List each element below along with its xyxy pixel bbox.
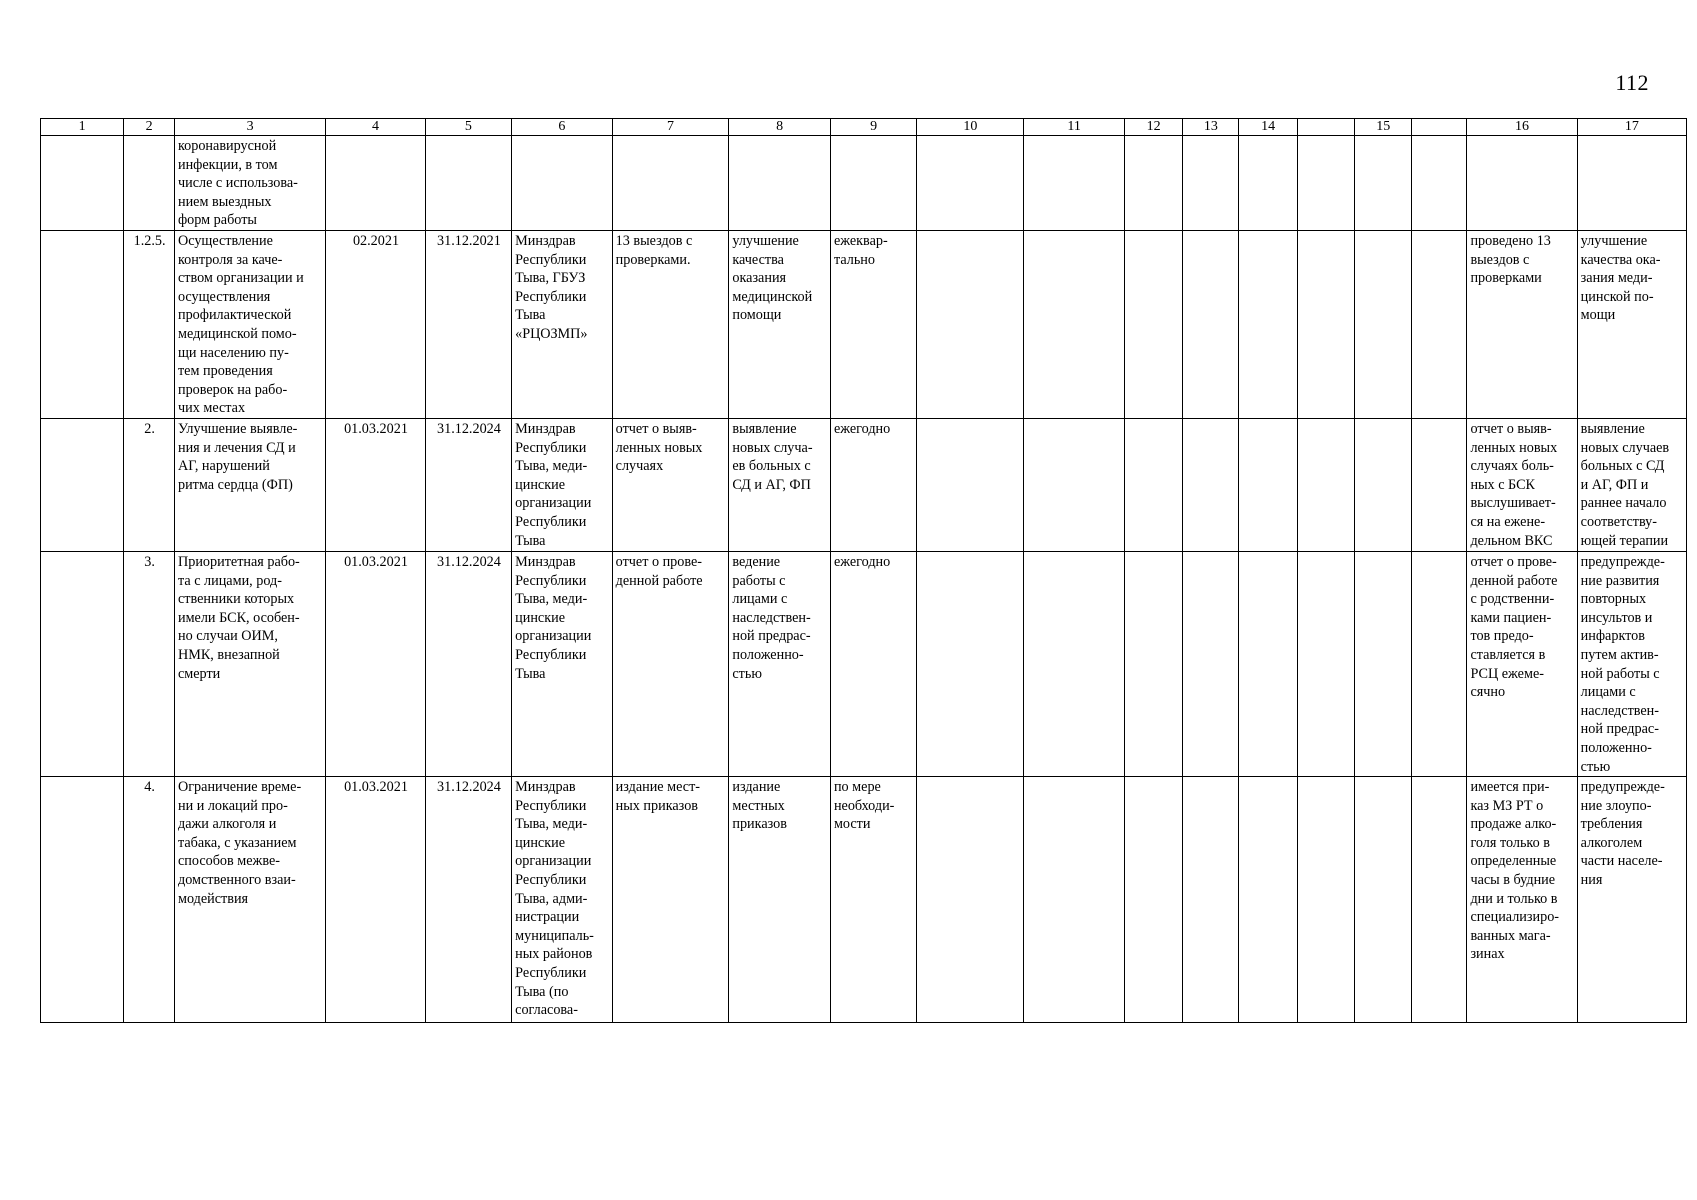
cell-number: 1.2.5. <box>124 230 175 418</box>
cell-indicator: 13 выездов с проверками. <box>612 230 729 418</box>
cell-empty <box>41 551 124 776</box>
col-header: 2 <box>124 119 175 136</box>
cell-end-date: 31.12.2021 <box>425 230 511 418</box>
cell-activity: Улучшение выявле- ния и лечения СД и АГ, нарушений ритма сердца (ФП) <box>174 418 325 551</box>
cell-effect: улучшение качества ока- зания меди- цинской по- мощи <box>1577 230 1686 418</box>
col-header: 16 <box>1467 119 1577 136</box>
cell-empty <box>1124 551 1182 776</box>
col-header: 6 <box>512 119 613 136</box>
cell-empty <box>41 230 124 418</box>
cell-frequency: по мере необходи- мости <box>830 777 916 1023</box>
cell-end-date <box>425 136 511 231</box>
cell-end-date: 31.12.2024 <box>425 551 511 776</box>
cell-empty <box>1024 230 1125 418</box>
cell-empty <box>1239 777 1297 1023</box>
cell-status: имеется при- каз МЗ РТ о продаже алко- голя только в определенные часы в будние дни и только в специализиро- ванных мага- зинах <box>1467 777 1577 1023</box>
cell-empty <box>1412 418 1467 551</box>
cell-empty <box>1297 136 1354 231</box>
cell-empty <box>1239 551 1297 776</box>
col-header: 11 <box>1024 119 1125 136</box>
col-header: 12 <box>1124 119 1182 136</box>
cell-indicator: отчет о выяв- ленных новых случаях <box>612 418 729 551</box>
cell-result <box>729 136 831 231</box>
cell-empty <box>917 230 1024 418</box>
cell-indicator: отчет о прове- денной работе <box>612 551 729 776</box>
cell-empty <box>41 777 124 1023</box>
cell-end-date: 31.12.2024 <box>425 418 511 551</box>
cell-activity: Приоритетная рабо- та с лицами, род- ственники которых имели БСК, особен- но случаи ОИМ, НМК, внезапной смерти <box>174 551 325 776</box>
table-row <box>41 551 1687 776</box>
cell-empty <box>1183 551 1239 776</box>
table-row <box>41 418 1687 551</box>
cell-start-date: 02.2021 <box>326 230 425 418</box>
cell-empty <box>1183 777 1239 1023</box>
cell-empty <box>1355 777 1412 1023</box>
cell-activity: Осуществление контроля за каче- ством организации и осуществления профилактической медицинской помо- щи населению пу- тем проведения проверок на рабо- чих местах <box>174 230 325 418</box>
cell-status: отчет о выяв- ленных новых случаях боль- ных с БСК выслушивает- ся на ежене- дельном ВКС <box>1467 418 1577 551</box>
table-row <box>41 777 1687 1023</box>
cell-number: 4. <box>124 777 175 1023</box>
cell-empty <box>1024 551 1125 776</box>
col-header: 13 <box>1183 119 1239 136</box>
cell-empty <box>1355 136 1412 231</box>
cell-empty <box>1355 418 1412 551</box>
table-row <box>41 230 1687 418</box>
cell-executor: Минздрав Республики Тыва, меди- цинские организации Республики Тыва <box>512 418 613 551</box>
cell-effect: предупрежде- ние развития повторных инсультов и инфарктов путем актив- ной работы с лицами с наследствен- ной предрас- положенно- стью <box>1577 551 1686 776</box>
col-header <box>1412 119 1467 136</box>
col-header: 5 <box>425 119 511 136</box>
cell-empty <box>1297 551 1354 776</box>
plan-table <box>40 118 1687 1023</box>
cell-empty <box>1124 777 1182 1023</box>
cell-end-date: 31.12.2024 <box>425 777 511 1023</box>
cell-empty <box>41 136 124 231</box>
cell-activity: Ограничение време- ни и локаций про- дажи алкоголя и табака, с указанием способов межве- домственного взаи- модействия <box>174 777 325 1023</box>
cell-empty <box>917 136 1024 231</box>
col-header: 14 <box>1239 119 1297 136</box>
cell-empty <box>917 777 1024 1023</box>
cell-frequency: ежеквар- тально <box>830 230 916 418</box>
cell-number <box>124 136 175 231</box>
cell-effect: предупрежде- ние злоупо- требления алкоголем части населе- ния <box>1577 777 1686 1023</box>
cell-empty <box>1297 777 1354 1023</box>
col-header: 15 <box>1355 119 1412 136</box>
cell-empty <box>1239 418 1297 551</box>
cell-status: отчет о прове- денной работе с родственни- ками пациен- тов предо- ставляется в РСЦ ежеме- сячно <box>1467 551 1577 776</box>
cell-frequency: ежегодно <box>830 418 916 551</box>
cell-frequency: ежегодно <box>830 551 916 776</box>
cell-empty <box>917 551 1024 776</box>
col-header: 4 <box>326 119 425 136</box>
cell-frequency <box>830 136 916 231</box>
cell-executor <box>512 136 613 231</box>
cell-empty <box>1297 230 1354 418</box>
cell-empty <box>1183 136 1239 231</box>
cell-result: улучшение качества оказания медицинской помощи <box>729 230 831 418</box>
cell-empty <box>917 418 1024 551</box>
cell-empty <box>41 418 124 551</box>
column-number-row <box>41 119 1687 136</box>
cell-empty <box>1124 418 1182 551</box>
cell-start-date: 01.03.2021 <box>326 777 425 1023</box>
cell-empty <box>1124 136 1182 231</box>
cell-empty <box>1183 230 1239 418</box>
cell-empty <box>1355 230 1412 418</box>
cell-empty <box>1412 230 1467 418</box>
cell-empty <box>1024 136 1125 231</box>
cell-start-date: 01.03.2021 <box>326 551 425 776</box>
cell-empty <box>1297 418 1354 551</box>
cell-number: 3. <box>124 551 175 776</box>
cell-empty <box>1024 777 1125 1023</box>
col-header: 7 <box>612 119 729 136</box>
cell-result: выявление новых случа- ев больных с СД и АГ, ФП <box>729 418 831 551</box>
col-header: 10 <box>917 119 1024 136</box>
cell-effect: выявление новых случаев больных с СД и АГ, ФП и раннее начало соответству- ющей терапии <box>1577 418 1686 551</box>
cell-result: ведение работы с лицами с наследствен- ной предрас- положенно- стью <box>729 551 831 776</box>
cell-indicator: издание мест- ных приказов <box>612 777 729 1023</box>
cell-empty <box>1412 551 1467 776</box>
cell-executor: Минздрав Республики Тыва, меди- цинские организации Республики Тыва <box>512 551 613 776</box>
cell-indicator <box>612 136 729 231</box>
col-header: 9 <box>830 119 916 136</box>
col-header: 3 <box>174 119 325 136</box>
col-header <box>1297 119 1354 136</box>
page-number: 112 <box>1615 70 1649 95</box>
cell-empty <box>1412 777 1467 1023</box>
cell-empty <box>1024 418 1125 551</box>
col-header: 17 <box>1577 119 1686 136</box>
cell-status <box>1467 136 1577 231</box>
cell-empty <box>1183 418 1239 551</box>
cell-empty <box>1355 551 1412 776</box>
cell-effect <box>1577 136 1686 231</box>
col-header: 8 <box>729 119 831 136</box>
cell-start-date: 01.03.2021 <box>326 418 425 551</box>
cell-executor: Минздрав Республики Тыва, ГБУЗ Республики Тыва «РЦОЗМП» <box>512 230 613 418</box>
cell-number: 2. <box>124 418 175 551</box>
cell-executor: Минздрав Республики Тыва, меди- цинские организации Республики Тыва, адми- нистрации муниципаль- ных районов Республики Тыва (по согласова- <box>512 777 613 1023</box>
cell-start-date <box>326 136 425 231</box>
cell-status: проведено 13 выездов с проверками <box>1467 230 1577 418</box>
table-row <box>41 136 1687 231</box>
cell-activity: коронавирусной инфекции, в том числе с использова- нием выездных форм работы <box>174 136 325 231</box>
cell-result: издание местных приказов <box>729 777 831 1023</box>
col-header: 1 <box>41 119 124 136</box>
cell-empty <box>1239 230 1297 418</box>
cell-empty <box>1412 136 1467 231</box>
cell-empty <box>1124 230 1182 418</box>
cell-empty <box>1239 136 1297 231</box>
